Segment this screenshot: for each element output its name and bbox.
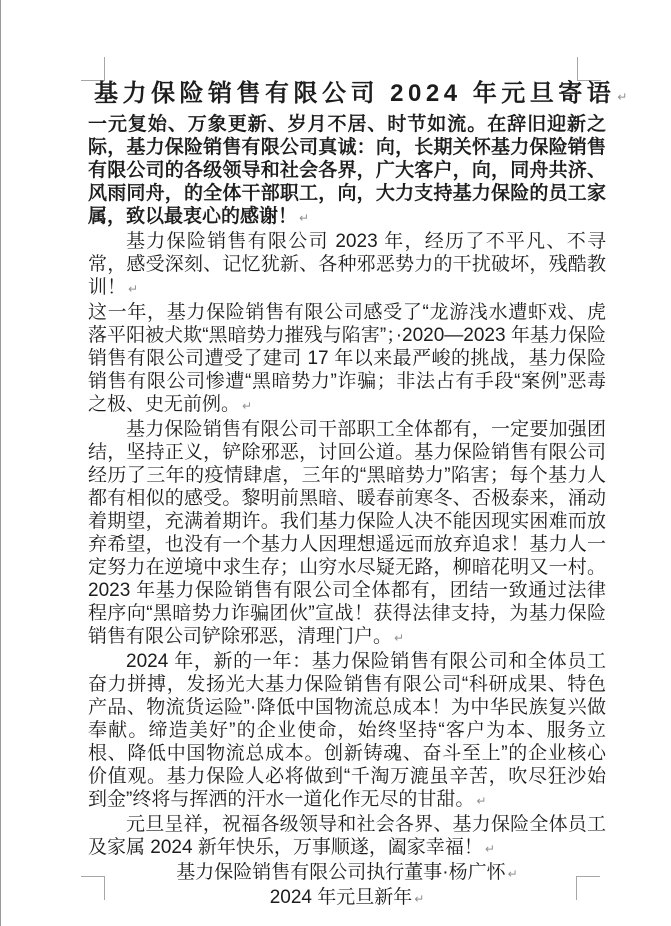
- document-title: [94, 80, 628, 111]
- paragraph-text: 这一年，基力保险销售有限公司感受了“龙游浅水遭虾戏、虎落平阳被犬欺“黑暗势力摧残与陷害”；·2020—2023 年基力保险销售有限公司遭受了建司 17 年以来最严峻的挑战，基力保险销售有限公司惨遭“黑暗势力”诈骗；非法占有手段“案例”恶毒之极、史无前例。: [88, 302, 606, 415]
- paragraph-2023-review: [88, 230, 606, 301]
- paragraph-staff-unity: [88, 418, 606, 650]
- paragraph-text: 一元复始、万象更新、岁月不居、时节如流。在辞旧迎新之际，基力保险销售有限公司真诚：向，长期关怀基力保险销售有限公司的各级领导和社会各界，广大客户，向，同舟共济、风雨同舟，的全体干部职工，向，大力支持基力保险的员工家属，致以最衷心的感谢！: [88, 114, 606, 227]
- paragraph-mark-icon: ↵: [394, 631, 405, 645]
- paragraph-this-year: [88, 301, 606, 418]
- page-edge-line: [0, 0, 1, 926]
- paragraph-new-year-wishes: [88, 813, 606, 861]
- paragraph-text: 基力保险销售有限公司干部职工全体都有，一定要加强团结，坚持正义，铲除邪恶，讨回公道。基力保险销售有限公司经历了三年的疫情肆虐，三年的“黑暗势力”陷害；每个基力人都有相似的感受。黎明前黑暗、暖春前寒冬、否极泰来，涌动着期望，充满着期许。我们基力保险人决不能因现实困难而放弃希望，也没有一个基力人因理想遥远而放弃追求！基力人一定努力在逆境中求生存；山穷水尽疑无路，柳暗花明又一村。2023 年基力保险销售有限公司全体都有，团结一致通过法律程序向“黑暗势力诈骗团伙”宣战！获得法律支持，为基力保险销售有限公司铲除邪恶，清理门户。: [88, 419, 606, 647]
- text-boundary-mark-top-left: [81, 57, 105, 81]
- paragraph-2024-outlook: [88, 650, 606, 813]
- document-body: [88, 80, 628, 911]
- date-line: [88, 886, 606, 911]
- opening-paragraph: [88, 113, 606, 230]
- paragraph-text: 基力保险销售有限公司 2023 年，经历了不平凡、不寻常，感受深刻、记忆犹新、各种邪恶势力的干扰破坏，残酷教训！: [88, 231, 606, 298]
- date-text: 2024 年元旦新年: [269, 887, 413, 908]
- paragraph-mark-icon: ↵: [299, 211, 310, 225]
- text-boundary-mark-top-right: [577, 57, 601, 81]
- title-text: 基力保险销售有限公司 2024 年元旦寄语: [94, 80, 616, 107]
- paragraph-mark-icon: ↵: [242, 399, 253, 413]
- paragraph-mark-icon: ↵: [414, 892, 425, 906]
- signature-line: [88, 861, 606, 886]
- paragraph-mark-icon: ↵: [507, 867, 518, 881]
- paragraph-mark-icon: ↵: [617, 90, 628, 104]
- paragraph-text: 元旦呈祥，祝福各级领导和社会各界、基力保险全体员工及家属 2024 新年快乐，万事顺遂，阖家幸福！: [88, 814, 606, 858]
- paragraph-text: 2024 年，新的一年：基力保险销售有限公司和全体员工奋力拼搏，发扬光大基力保险销售有限公司“科研成果、特色产品、物流货运险”·降低中国物流总成本！为中华民族复兴做奉献。缔造美好”的企业使命，始终坚持“客户为本、服务立根、降低中国物流总成本。创新铸魂、奋斗至上”的企业核心价值观。基力保险人必将做到“千淘万漉虽辛苦，吹尽狂沙始到金”终将与挥洒的汗水一道化作无尽的甘甜。: [88, 651, 606, 810]
- paragraph-mark-icon: ↵: [128, 282, 139, 296]
- signature-text: 基力保险销售有限公司执行董事·杨广怀: [176, 862, 506, 883]
- paragraph-mark-icon: ↵: [476, 794, 487, 808]
- paragraph-mark-icon: ↵: [484, 842, 495, 856]
